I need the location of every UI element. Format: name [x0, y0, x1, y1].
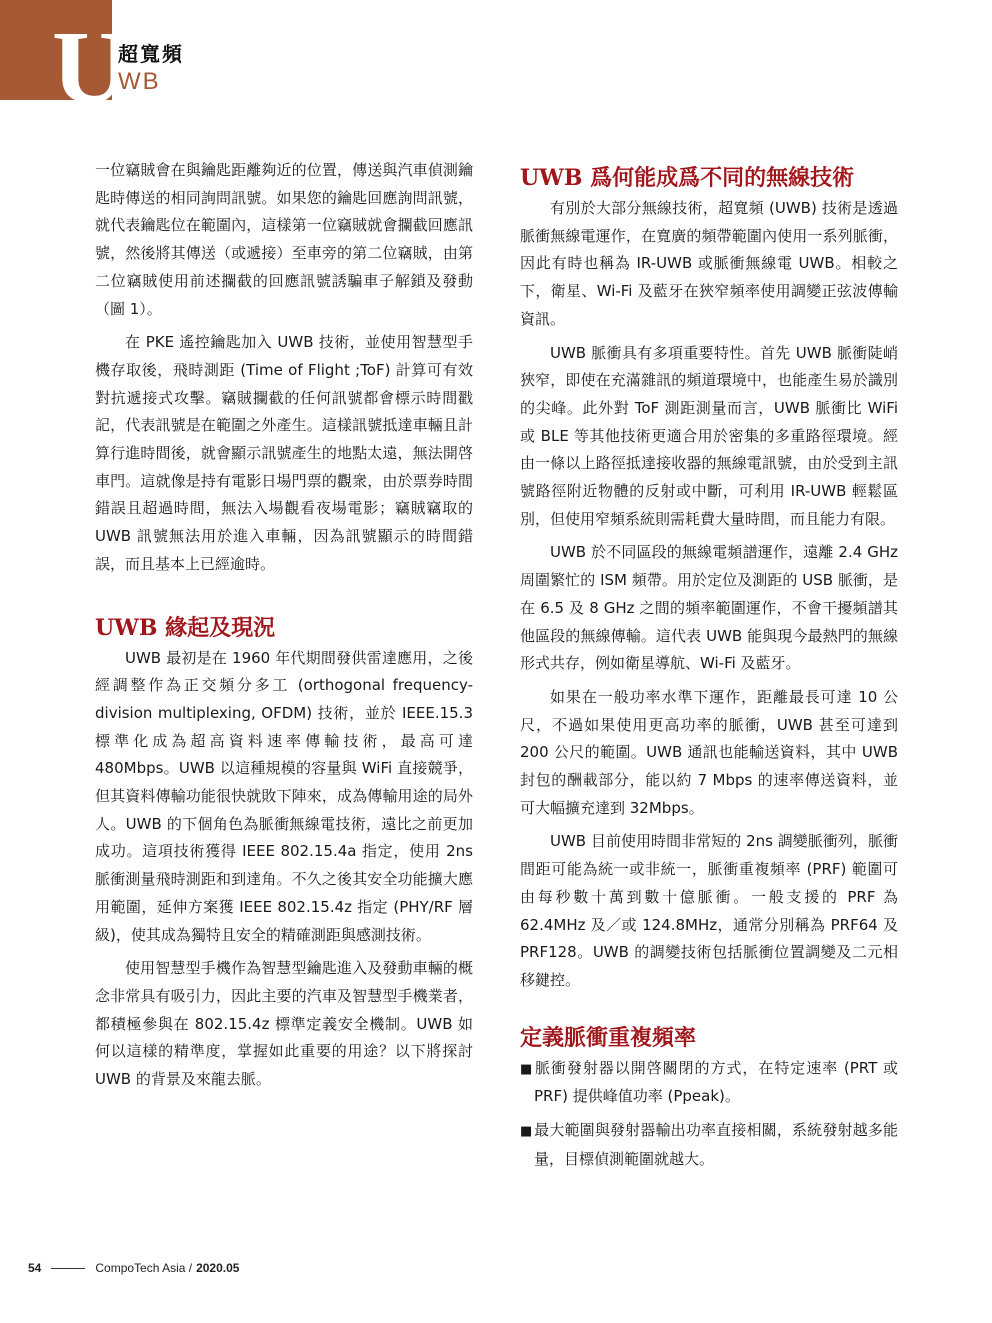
brand-letter-u: U: [52, 10, 126, 125]
right-paragraph-3: UWB 於不同區段的無線電頻譜運作，遠離 2.4 GHz 周圍繁忙的 ISM 頻帶。用於定位及測距的 USB 脈衝，是在 6.5 及 8 GHz 之間的頻率範圍運作，不會干擾頻譜其他區段的無線傳輸。這代表 UWB 能與現今最熱門的無線形式共存，例如衛星導航、Wi-Fi 及藍牙。: [520, 543, 898, 673]
left-paragraph-3: UWB 最初是在 1960 年代期間發供雷達應用，之後經調整作為正交頻分多工 (orthogonal frequency-division multiplexing, OFDM) 技術，並於 IEEE.15.3 標準化成為超高資料速率傳輸技術，最高可達 480Mbps。UWB 以這種規模的容量與 WiFi 直接競爭，但其資料傳輸功能很快就敗下陣來，成為傳輸用途的局外人。UWB 的下個角色為脈衝無線電技術，遠比之前更加成功。這項技術獲得 IEEE 802.15.4a 指定，使用 2ns 脈衝測量飛時測距和到達角。不久之後其安全功能擴大應用範圍，延伸方案獲 IEEE 802.15.4z 指定 (PHY/RF 層級)，使其成為獨特且安全的精確測距與感測技術。: [95, 648, 473, 944]
bullet-square-icon: ■: [520, 1124, 533, 1140]
bullet-item-1: [520, 1055, 898, 1111]
left-paragraph-2: 在 PKE 遙控鑰匙加入 UWB 技術，並使用智慧型手機存取後，飛時測距 (Time of Flight ;ToF) 計算可有效對抗遞接式攻擊。竊賊攔截的任何訊號都會標示時間戳記，代表訊號是在範圍之外產生。這樣訊號抵達車輛且計算行進時間後，就會顯示訊號產生的地點太遠，無法開啓車門。這就像是持有電影日場門票的觀衆，由於票券時間錯誤且超過時間，無法入場觀看夜場電影；竊賊竊取的 UWB 訊號無法用於進入車輛，因為訊號顯示的時間錯誤，而且基本上已經逾時。: [95, 333, 473, 573]
heading-prf-definition: 定義脈衝重複頻率: [520, 1024, 697, 1051]
heading-uwb-origin: UWB 緣起及現況: [95, 614, 276, 641]
bullet-item-2: [520, 1117, 898, 1173]
heading-uwb-different: UWB 爲何能成爲不同的無線技術: [520, 165, 855, 191]
magazine-name: CompoTech Asia /: [95, 1261, 193, 1275]
page-number: 54: [28, 1261, 42, 1275]
bullet-text-1: 脈衝發射器以開啓關閉的方式，在特定速率 (PRT 或 PRF) 提供峰值功率 (Ppeak)。: [534, 1058, 898, 1106]
right-column: [520, 163, 898, 1174]
right-paragraph-4: 如果在一般功率水準下運作，距離最長可達 10 公尺，不過如果使用更高功率的脈衝，UWB 甚至可達到 200 公尺的範圍。UWB 通訊也能輸送資料，其中 UWB 封包的酬載部分，能以約 7 Mbps 的速率傳送資料，並可大幅擴充達到 32Mbps。: [520, 687, 898, 817]
right-paragraph-5: UWB 目前使用時間非常短的 2ns 調變脈衝列，脈衝間距可能為統一或非統一，脈衝重複頻率 (PRF) 範圍可由每秒數十萬到數十億脈衝。一般支援的 PRF 為 62.4MHz 及／或 124.8MHz，通常分別稱為 PRF64 及 PRF128。UWB 的調變技術包括脈衝位置調變及二元相移鍵控。: [520, 832, 898, 989]
bullet-square-icon: ■: [520, 1061, 533, 1077]
right-paragraph-2: UWB 脈衝具有多項重要特性。首先 UWB 脈衝陡峭狹窄，即使在充滿雜訊的頻道環境中，也能產生易於識別的尖峰。此外對 ToF 測距測量而言，UWB 脈衝比 WiFi 或 BLE 等其他技術更適合用於密集的多重路徑環境。經由一條以上路徑抵達接收器的無線電訊號，由於受到主訊號路徑附近物體的反射或中斷，可利用 IR-UWB 輕鬆區別，但使用窄頻系統則需耗費大量時間，而且能力有限。: [520, 343, 898, 528]
footer-rule: [51, 1268, 85, 1269]
bullet-text-2: 最大範圍與發射器輸出功率直接相關，系統發射越多能量，目標偵測範圍就越大。: [534, 1121, 898, 1168]
section-subtitle: WB: [118, 68, 161, 95]
left-paragraph-1: 一位竊賊會在與鑰匙距離夠近的位置，傳送與汽車偵測鑰匙時傳送的相同詢問訊號。如果您的鑰匙回應詢問訊號，就代表鑰匙位在範圍內，這樣第一位竊賊就會攔截回應訊號，然後將其傳送（或遞接）至車旁的第二位竊賊，由第二位竊賊使用前述攔截的回應訊號誘騙車子解鎖及發動（圖 1）。: [95, 161, 473, 318]
section-title: 超寬頻: [118, 42, 184, 66]
page-footer: [28, 1259, 239, 1277]
left-column: [95, 157, 473, 1094]
issue-date: 2020.05: [196, 1261, 240, 1275]
right-paragraph-1: 有別於大部分無線技術，超寬頻 (UWB) 技術是透過脈衝無線電運作，在寬廣的頻帶範圍內使用一系列脈衝，因此有時也稱為 IR-UWB 或脈衝無線電 UWB。相較之下，衛星、Wi-Fi 及藍牙在狹窄頻率使用調變正弦波傳輸資訊。: [520, 199, 898, 328]
left-paragraph-4: 使用智慧型手機作為智慧型鑰匙進入及發動車輛的概念非常具有吸引力，因此主要的汽車及智慧型手機業者，都積極參與在 802.15.4z 標準定義安全機制。UWB 如何以這樣的精準度，掌握如此重要的用途？以下將探討 UWB 的背景及來龍去脈。: [95, 959, 473, 1089]
